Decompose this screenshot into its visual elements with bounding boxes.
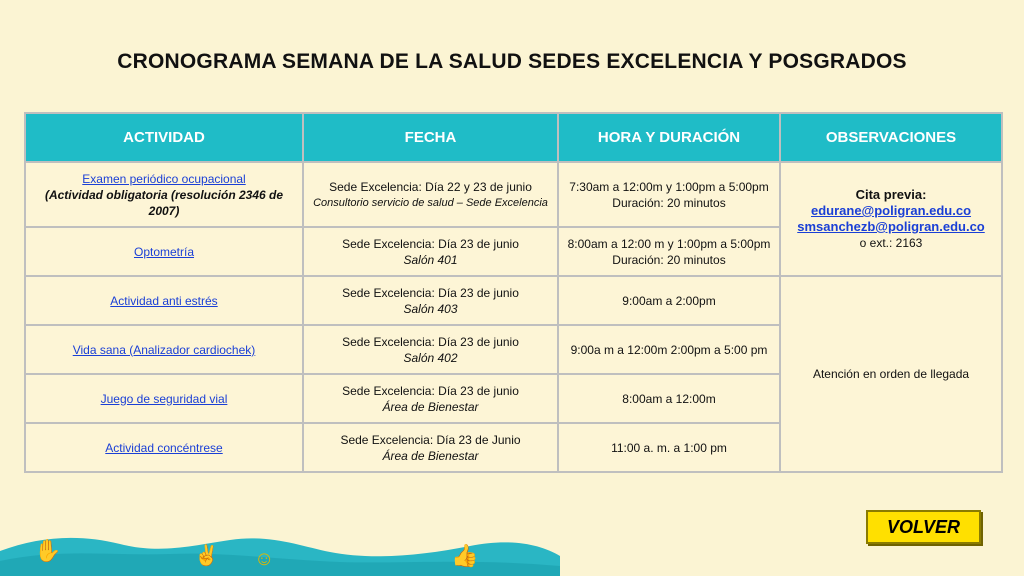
date-line: Sede Excelencia: Día 23 de junio <box>342 236 519 251</box>
time-line: 9:00a m a 12:00m 2:00pm a 5:00 pm <box>570 342 768 357</box>
time-cell <box>558 227 780 276</box>
time-line: 8:00am a 12:00 m y 1:00pm a 5:00pm <box>567 236 771 251</box>
hand-wave-icon: ✋ <box>34 538 62 563</box>
observations-cell-top <box>780 162 1002 276</box>
time-cell <box>558 423 780 472</box>
time-line: 11:00 a. m. a 1:00 pm <box>611 440 727 455</box>
activity-cell <box>25 423 303 472</box>
date-line: Sede Excelencia: Día 23 de junio <box>342 285 519 300</box>
activity-link[interactable]: Actividad anti estrés <box>110 293 218 308</box>
extension-text: o ext.: 2163 <box>859 236 923 250</box>
activity-link[interactable]: Vida sana (Analizador cardiochek) <box>72 342 256 357</box>
date-cell <box>303 325 558 374</box>
observations-cell-bottom <box>780 276 1002 472</box>
time-cell <box>558 325 780 374</box>
location-line: Consultorio servicio de salud – Sede Excelencia <box>313 196 548 209</box>
location-line: Salón 403 <box>403 301 458 316</box>
time-line: 7:30am a 12:00m y 1:00pm a 5:00pm <box>569 179 769 194</box>
time-cell <box>558 276 780 325</box>
header-hora: HORA Y DURACIÓN <box>558 113 780 162</box>
table-row <box>25 276 1002 325</box>
date-line: Sede Excelencia: Día 23 de Junio <box>340 432 521 447</box>
date-line: Sede Excelencia: Día 22 y 23 de junio <box>329 179 532 194</box>
time-line: 8:00am a 12:00m <box>622 391 716 406</box>
email-link-1[interactable]: edurane@poligran.edu.co <box>810 203 972 218</box>
activity-cell <box>25 162 303 227</box>
activity-cell <box>25 227 303 276</box>
date-line: Sede Excelencia: Día 23 de junio <box>342 334 519 349</box>
thumbs-up-icon: 👍 <box>451 543 479 568</box>
activity-link[interactable]: Juego de seguridad vial <box>100 391 228 406</box>
location-line: Salón 402 <box>403 350 458 365</box>
date-line: Sede Excelencia: Día 23 de junio <box>342 383 519 398</box>
activity-cell <box>25 325 303 374</box>
email-link-2[interactable]: smsanchezb@poligran.edu.co <box>797 219 985 234</box>
activity-link[interactable]: Optometría <box>133 244 195 259</box>
date-cell <box>303 162 558 227</box>
activity-cell <box>25 276 303 325</box>
date-cell <box>303 374 558 423</box>
smiley-icon: ☺ <box>254 548 275 570</box>
location-line: Área de Bienestar <box>382 399 479 414</box>
page-title: CRONOGRAMA SEMANA DE LA SALUD SEDES EXCELENCIA Y POSGRADOS <box>117 50 907 73</box>
time-cell <box>558 162 780 227</box>
schedule-table <box>24 112 1003 473</box>
volver-button[interactable]: VOLVER <box>866 510 981 544</box>
date-cell <box>303 276 558 325</box>
header-observaciones: OBSERVACIONES <box>780 113 1002 162</box>
date-cell <box>303 227 558 276</box>
activity-cell <box>25 374 303 423</box>
activity-note: (Actividad obligatoria (resolución 2346 de 2007) <box>44 187 284 218</box>
duration-line: Duración: 20 minutos <box>612 195 726 210</box>
time-line: 9:00am a 2:00pm <box>622 293 716 308</box>
cita-previa-label: Cita previa: <box>855 187 927 202</box>
peace-hand-icon: ✌ <box>194 545 219 567</box>
time-cell <box>558 374 780 423</box>
table-header-row <box>25 113 1002 162</box>
activity-link[interactable]: Actividad concéntrese <box>105 440 223 455</box>
header-actividad: ACTIVIDAD <box>25 113 303 162</box>
location-line: Área de Bienestar <box>382 448 479 463</box>
date-cell <box>303 423 558 472</box>
location-line: Salón 401 <box>403 252 458 267</box>
activity-link[interactable]: Examen periódico ocupacional <box>82 171 246 186</box>
observations-text: Atención en orden de llegada <box>812 367 970 381</box>
header-fecha: FECHA <box>303 113 558 162</box>
table-row <box>25 162 1002 227</box>
duration-line: Duración: 20 minutos <box>612 252 726 267</box>
